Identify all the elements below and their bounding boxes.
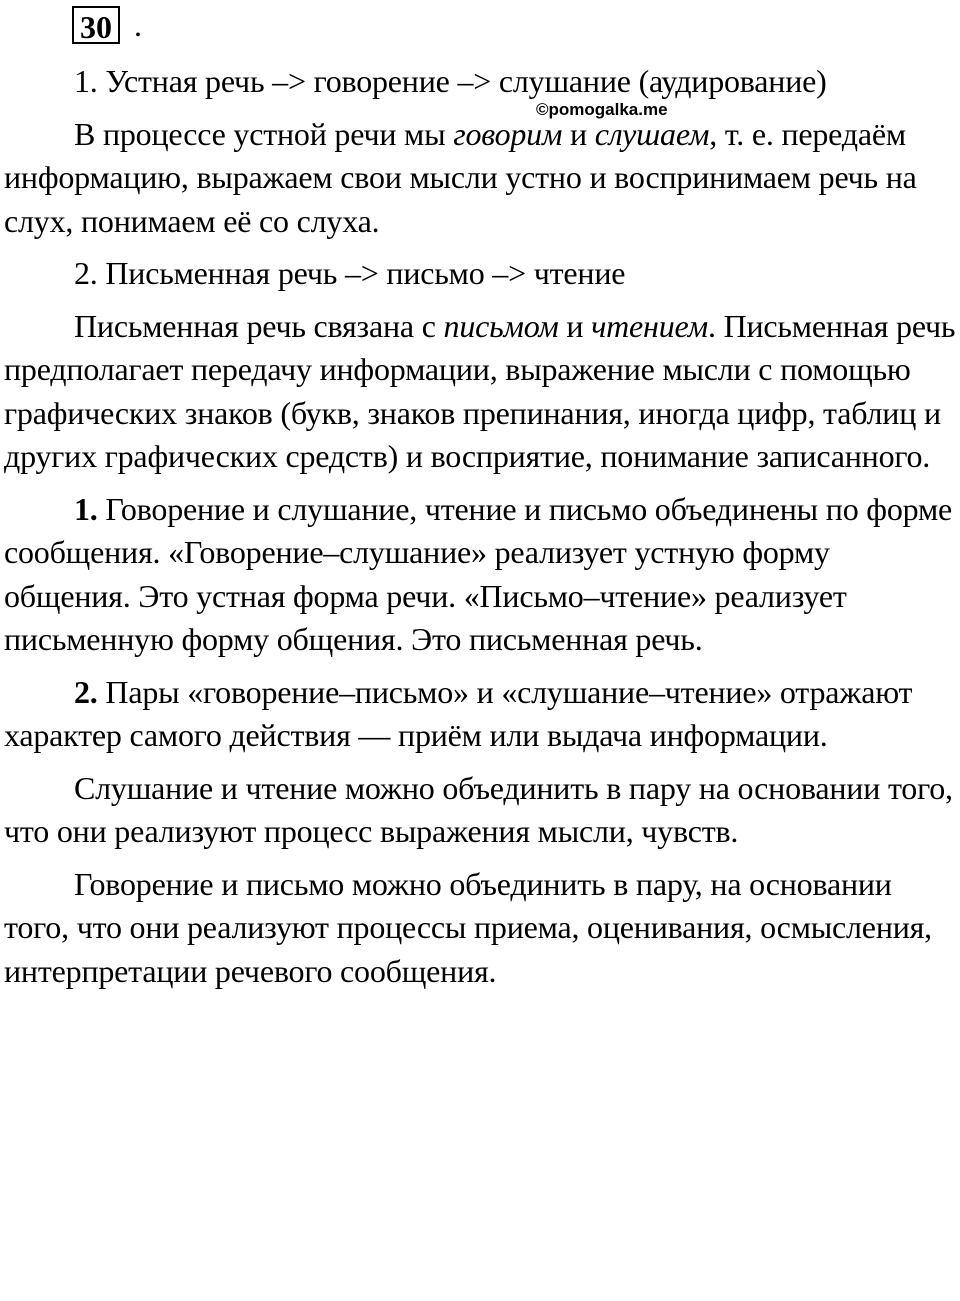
watermark: ©pomogalka.me — [536, 100, 668, 119]
paragraph-answer-1 — [4, 488, 956, 662]
text-segment: В процессе устной речи мы — [74, 115, 454, 152]
task-number-dot: . — [134, 7, 142, 43]
text-segment: Письменная речь связана с — [74, 307, 444, 344]
paragraph-listening-reading — [4, 767, 956, 854]
text-segment: 2. Письменная речь –> письмо –> чтение — [74, 255, 626, 291]
text-segment: 2. — [74, 673, 98, 710]
text-segment: письмом — [443, 307, 559, 344]
text-segment: . Письменная речь предполагает передачу информации, выражение мысли с помощью графических знаков (букв, знаков препинания, иногда цифр, таблиц и других графических средств) и восприятие, понимание записанного. — [4, 307, 956, 474]
text-segment: 1. Устная речь –> говорение –> слушание (аудирование) — [74, 63, 827, 99]
paragraph-answer-2 — [4, 671, 956, 758]
text-segment: Пары «говорение–письмо» и «слушание–чтение» отражают характер самого действия — приём или выдача информации. — [4, 673, 913, 753]
answer-text — [4, 60, 956, 1002]
text-segment: чтением — [591, 307, 708, 344]
text-segment: 1. — [74, 490, 98, 527]
text-segment: , т. е. передаём информацию, выражаем свои мысли устно и воспринимаем речь на слух, понимаем её со слуха. — [4, 115, 917, 239]
paragraph-written-speech — [4, 252, 956, 296]
text-segment: Говорение и слушание, чтение и письмо объединены по форме сообщения. «Говорение–слушание» реализует устную форму общения. Это устная форма речи. «Письмо–чтение» реализует письменную форму общения. Это письменная речь. — [4, 490, 952, 657]
task-number-box — [72, 6, 120, 44]
task-number: 30 — [80, 9, 112, 45]
text-segment: Говорение и письмо можно объединить в пару, на основании того, что они реализуют процессы приема, оценивания, осмысления, интерпретации речевого сообщения. — [4, 865, 932, 989]
text-segment: и — [558, 307, 592, 344]
text-segment: и — [562, 115, 595, 152]
text-segment: Слушание и чтение можно объединить в пару на основании того, что они реализуют процесс выражения мысли, чувств. — [4, 769, 953, 849]
text-segment: слушаем — [594, 115, 710, 152]
paragraph-written-speech-explanation — [4, 305, 956, 479]
text-segment: говорим — [453, 115, 563, 152]
paragraph-oral-speech-explanation — [4, 113, 956, 244]
paragraph-oral-speech — [4, 60, 956, 104]
paragraph-speaking-writing — [4, 863, 956, 994]
